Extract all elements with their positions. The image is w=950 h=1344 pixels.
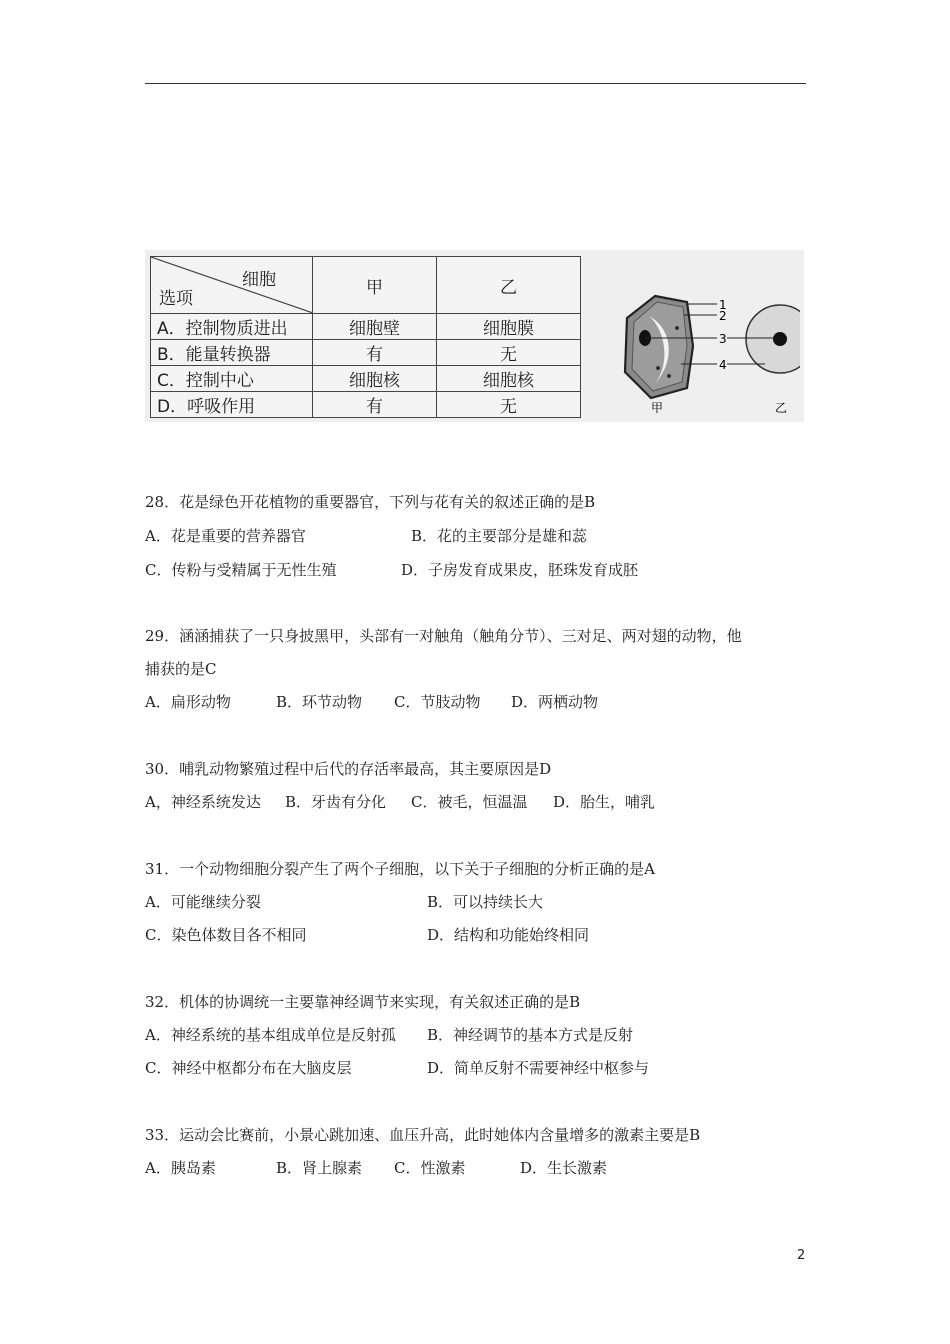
- header-col-a: 甲: [313, 257, 437, 314]
- q31-option-a: A．可能继续分裂: [145, 893, 261, 911]
- q28-option-a: A．花是重要的营养器官: [145, 527, 306, 545]
- chloroplast: [656, 366, 660, 370]
- q29-option-a: A．扁形动物: [145, 693, 231, 711]
- header-col-b: 乙: [437, 257, 581, 314]
- header-option-label: 选项: [159, 289, 193, 309]
- question-28-stem: 28．花是绿色开花植物的重要器官，下列与花有关的叙述正确的是B: [145, 493, 596, 511]
- chloroplast: [675, 326, 679, 330]
- q33-option-a: A．胰岛素: [145, 1159, 216, 1177]
- diagram-label: 4: [719, 358, 727, 372]
- row-value-a: 有: [313, 340, 437, 366]
- table-row: [151, 314, 581, 340]
- cell-diagram: [615, 288, 800, 418]
- header-rule: [145, 83, 806, 84]
- chloroplast: [667, 374, 671, 378]
- q33-option-c: C．性激素: [394, 1159, 466, 1177]
- q28-option-d: D．子房发育成果皮，胚珠发育成胚: [401, 561, 639, 579]
- question-29-stem: 29．涵涵捕获了一只身披黑甲，头部有一对触角（触角分节）、三对足、两对翅的动物，他: [145, 627, 742, 645]
- cell-a-caption: 甲: [651, 401, 664, 415]
- header-cell-label: 细胞: [242, 270, 276, 290]
- diagram-label: 2: [719, 309, 727, 323]
- q32-option-c: C．神经中枢都分布在大脑皮层: [145, 1059, 352, 1077]
- question-30-stem: 30．哺乳动物繁殖过程中后代的存活率最高，其主要原因是D: [145, 760, 552, 778]
- diagonal-header-cell: [151, 257, 313, 314]
- q29-option-c: C．节肢动物: [394, 693, 481, 711]
- q32-option-b: B．神经调节的基本方式是反射: [427, 1026, 634, 1044]
- table-row: [151, 366, 581, 392]
- row-option: A．控制物质进出: [151, 314, 313, 340]
- q30-option-d: D．胎生，哺乳: [553, 793, 656, 811]
- question-33-stem: 33．运动会比赛前，小景心跳加速、血压升高，此时她体内含量增多的激素主要是B: [145, 1126, 701, 1144]
- row-value-b: 无: [437, 392, 581, 418]
- row-value-b: 细胞膜: [437, 314, 581, 340]
- q33-option-b: B．肾上腺素: [276, 1159, 363, 1177]
- q30-option-b: B．牙齿有分化: [285, 793, 387, 811]
- question-32-stem: 32．机体的协调统一主要靠神经调节来实现，有关叙述正确的是B: [145, 993, 581, 1011]
- row-option: C．控制中心: [151, 366, 313, 392]
- row-value-b: 无: [437, 340, 581, 366]
- diagram-label: 3: [719, 332, 727, 346]
- row-value-a: 有: [313, 392, 437, 418]
- row-option: D．呼吸作用: [151, 392, 313, 418]
- row-value-a: 细胞壁: [313, 314, 437, 340]
- diagram-label: 1: [719, 298, 727, 312]
- cell-b-caption: 乙: [775, 401, 788, 415]
- figure-scan: [145, 250, 804, 422]
- animal-nucleus: [773, 332, 787, 346]
- q30-option-c: C．被毛，恒温温: [411, 793, 528, 811]
- table-row: [151, 340, 581, 366]
- q29-option-d: D．两栖动物: [511, 693, 599, 711]
- q31-option-b: B．可以持续长大: [427, 893, 544, 911]
- question-31-stem: 31．一个动物细胞分裂产生了两个子细胞，以下关于子细胞的分析正确的是A: [145, 860, 655, 878]
- q28-option-c: C．传粉与受精属于无性生殖: [145, 561, 337, 579]
- row-value-b: 细胞核: [437, 366, 581, 392]
- q33-option-d: D．生长激素: [520, 1159, 608, 1177]
- q31-option-d: D．结构和功能始终相同: [427, 926, 590, 944]
- q31-option-c: C．染色体数目各不相同: [145, 926, 307, 944]
- q32-option-d: D．简单反射不需要神经中枢参与: [427, 1059, 650, 1077]
- q32-option-a: A．神经系统的基本组成单位是反射孤: [145, 1026, 396, 1044]
- question-29-stem-cont: 捕获的是C: [145, 660, 217, 678]
- row-option: B．能量转换器: [151, 340, 313, 366]
- page-number: 2: [797, 1248, 806, 1263]
- table-row: [151, 392, 581, 418]
- cell-comparison-table: [150, 256, 581, 418]
- row-value-a: 细胞核: [313, 366, 437, 392]
- q28-option-b: B．花的主要部分是雄和蕊: [411, 527, 588, 545]
- q30-option-a: A，神经系统发达: [145, 793, 261, 811]
- q29-option-b: B．环节动物: [276, 693, 363, 711]
